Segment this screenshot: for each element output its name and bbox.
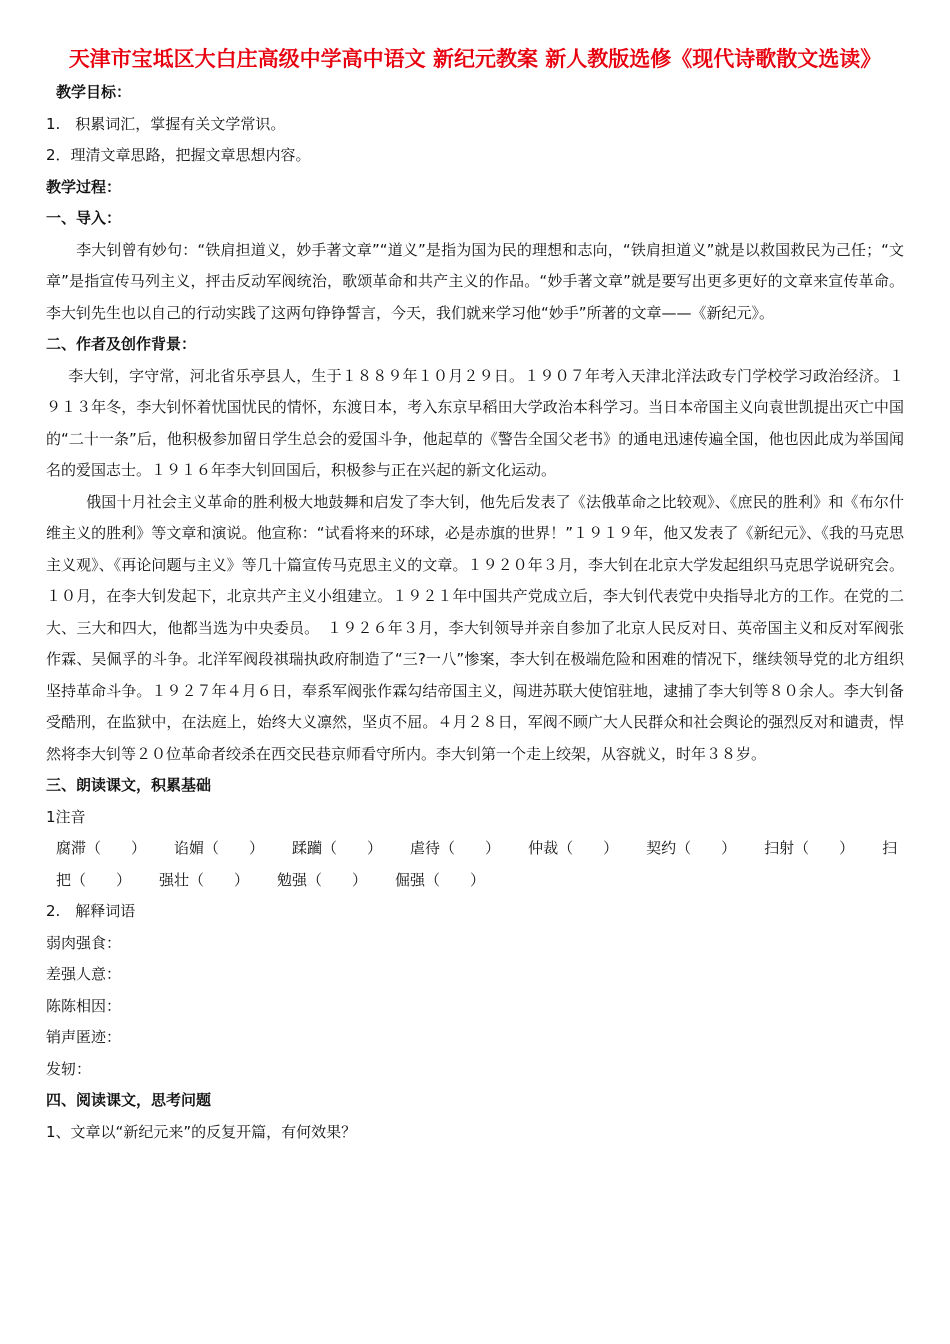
section-questions-heading: 四、阅读课文，思考问题 bbox=[46, 1091, 212, 1109]
vocab-subheading: 2. 解释词语 bbox=[46, 902, 136, 920]
pinyin-item: 勉强（ ） bbox=[277, 870, 368, 889]
vocab-term: 销声匿迹： bbox=[46, 1028, 122, 1046]
vocab-term: 弱肉强食： bbox=[46, 933, 122, 952]
section-author-heading: 二、作者及创作背景： bbox=[46, 335, 197, 353]
author-text-2: 俄国十月社会主义革命的胜利极大地鼓舞和启发了李大钊，他先后发表了《法俄革命之比较观》、《庶民的胜利》和《布尔什维主义的胜利》等文章和演说。他宣称：“试看将来的环球，必是赤旗的世界！”１９１９年，他又发表了《新纪元》、《我的马克思主义观》、《再论问题与主义》等几十篇宣传马克思主义的文章。１９２０年３月，李大钊在北京大学发起组织马克思学说研究会。１０月，在李大钊发起下，北京共产主义小组建立。１９２１年中国共产党成立后，李大钊代表党中央指导北方的工作。在党的二大、三大和四大，他都当选为中央委员。 １９２６年３月，李大钊领导并亲自参加了北京人民反对日、英帝国主义和反对军阀张作霖、吴佩孚的斗争。北洋军阀段祺瑞执政府制造了“三?一八”惨案，李大钊在极端危险和困难的情况下，继续领导党的北方组织坚持革命斗争。１９２７年４月６日，奉系军阀张作霖勾结帝国主义，闯进苏联大使馆驻地，逮捕了李大钊等８０余人。李大钊备受酷刑，在监狱中，在法庭上，始终大义凛然，坚贞不屈。４月２８日，军阀不顾广大人民群众和社会舆论的强烈反对和谴责，悍然将李大钊等２０位革命者绞杀在西交民巷京师看守所内。李大钊第一个走上绞架，从容就义，时年３８岁。 bbox=[46, 492, 904, 763]
pinyin-row-1 bbox=[46, 833, 904, 865]
vocab-term: 发轫： bbox=[46, 1059, 92, 1078]
section-intro-paragraph bbox=[46, 235, 904, 330]
goal-item-2: 2．理清文章思路，把握文章思想内容。 bbox=[46, 146, 311, 164]
pinyin-item: 强壮（ ） bbox=[159, 870, 250, 889]
question-1: 1、文章以“新纪元来”的反复开篇，有何效果？ bbox=[46, 1122, 357, 1141]
pinyin-item: 扫 bbox=[882, 839, 898, 857]
goal-item-1: 1. 积累词汇，掌握有关文学常识。 bbox=[46, 114, 286, 133]
process-heading: 教学过程： bbox=[46, 177, 122, 196]
author-text-1: 李大钊，字守常，河北省乐亭县人，生于１８８９年１０月２９日。１９０７年考入天津北洋法政专门学校学习政治经济。１９１３年冬，李大钊怀着忧国忧民的情怀，东渡日本，考入东京早稻田大学政治本科学习。当日本帝国主义向袁世凯提出灭亡中国的“二十一条”后，他积极参加留日学生总会的爱国斗争，他起草的《警告全国父老书》的通电迅速传遍全国，他也因此成为举国闻名的爱国志士。１９１６年李大钊回国后，积极参与正在兴起的新文化运动。 bbox=[46, 366, 904, 479]
pinyin-item: 虐待（ ） bbox=[410, 839, 501, 857]
goals-heading: 教学目标： bbox=[56, 83, 132, 101]
pinyin-subheading: 1注音 bbox=[46, 807, 86, 826]
pinyin-row-2 bbox=[46, 865, 904, 897]
pinyin-item: 仲裁（ ） bbox=[528, 839, 619, 857]
section-reading-heading: 三、朗读课文，积累基础 bbox=[46, 776, 212, 794]
pinyin-item: 把（ ） bbox=[56, 870, 132, 889]
pinyin-item: 腐滞（ ） bbox=[56, 839, 147, 857]
vocab-term: 差强人意： bbox=[46, 965, 122, 983]
section-intro-heading: 一、导入： bbox=[46, 209, 122, 227]
author-paragraph-2 bbox=[46, 487, 904, 771]
intro-text: 李大钊曾有妙句：“铁肩担道义，妙手著文章”“道义”是指为国为民的理想和志向，“铁肩担道义”就是以救国救民为己任；“文章”是指宣传马列主义，抨击反动军阀统治，歌颂革命和共产主义的作品。“妙手著文章”就是要写出更多更好的文章来宣传革命。李大钊先生也以自己的行动实践了这两句铮铮誓言，今天，我们就来学习他“妙手”所著的文章——《新纪元》。 bbox=[46, 240, 904, 322]
author-paragraph-1 bbox=[46, 361, 904, 487]
document-title: 天津市宝坻区大白庄高级中学高中语文 新纪元教案 新人教版选修《现代诗歌散文选读》 bbox=[68, 47, 882, 71]
vocab-term: 陈陈相因： bbox=[46, 996, 122, 1015]
pinyin-item: 谄媚（ ） bbox=[174, 839, 265, 857]
pinyin-item: 契约（ ） bbox=[646, 839, 737, 857]
pinyin-item: 扫射（ ） bbox=[764, 839, 855, 857]
pinyin-item: 蹂躏（ ） bbox=[292, 839, 383, 857]
pinyin-item: 倔强（ ） bbox=[395, 870, 486, 889]
